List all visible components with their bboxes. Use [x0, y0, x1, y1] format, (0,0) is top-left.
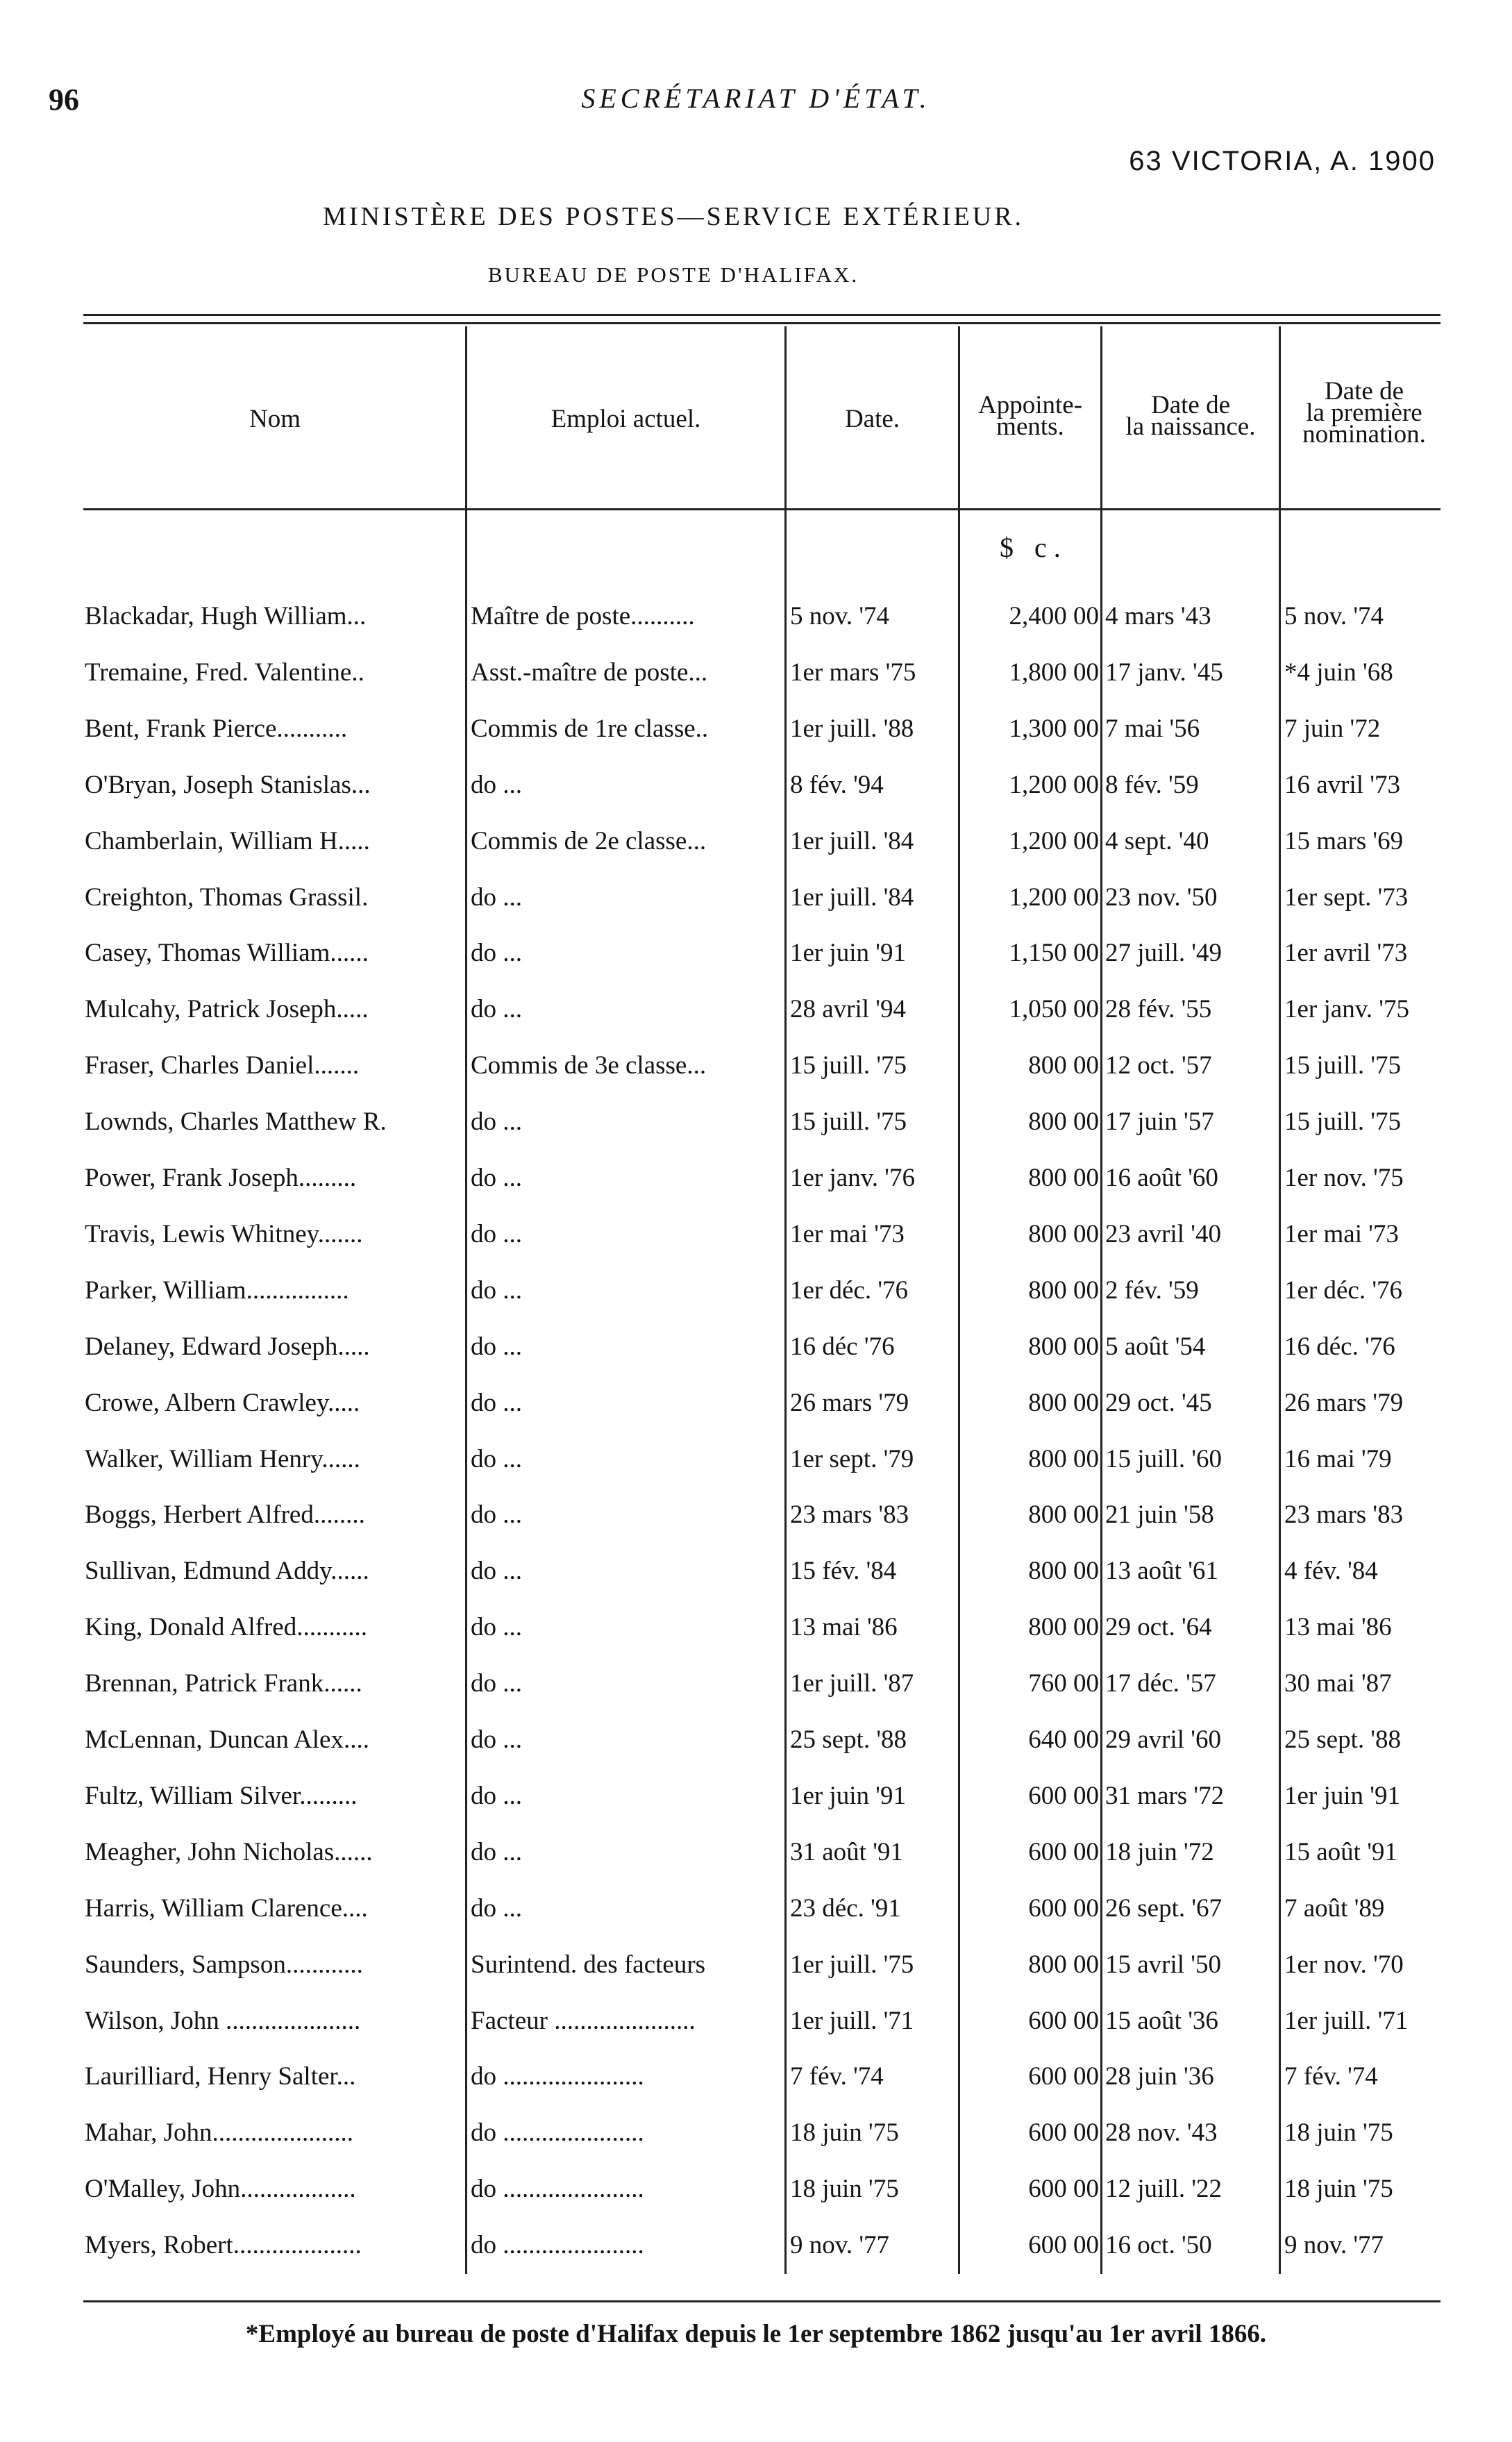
- cell-premiere: 1er nov. '70: [1284, 1950, 1404, 1979]
- cell-appointements: 600 00: [1028, 2062, 1099, 2091]
- currency-units: $ c.: [1000, 532, 1068, 563]
- cell-premiere: 16 déc. '76: [1284, 1332, 1395, 1361]
- cell-naissance: 28 juin '36: [1105, 2062, 1214, 2091]
- cell-naissance: 4 sept. '40: [1105, 826, 1209, 855]
- cell-date: 5 nov. '74: [790, 602, 890, 630]
- cell-emploi: Commis de 2e classe...: [471, 826, 707, 855]
- cell-naissance: 16 oct. '50: [1105, 2231, 1212, 2260]
- cell-premiere: 15 juill. '75: [1284, 1107, 1402, 1137]
- cell-nom: Tremaine, Fred. Valentine..: [85, 658, 364, 687]
- cell-premiere: *4 juin '68: [1284, 658, 1393, 687]
- cell-naissance: 17 janv. '45: [1105, 658, 1223, 687]
- cell-naissance: 12 juill. '22: [1105, 2175, 1223, 2204]
- cell-appointements: 1,300 00: [1009, 714, 1099, 743]
- cell-emploi: do ...: [471, 1219, 522, 1248]
- cell-appointements: 800 00: [1028, 1950, 1099, 1979]
- cell-naissance: 18 juin '72: [1105, 1837, 1214, 1866]
- cell-date: 1er juill. '75: [790, 1950, 914, 1979]
- cell-naissance: 15 juill. '60: [1105, 1444, 1223, 1473]
- session-label: 63 VICTORIA, A. 1900: [1129, 146, 1436, 176]
- cell-premiere: 9 nov. '77: [1284, 2231, 1384, 2260]
- cell-premiere: 1er juin '91: [1284, 1781, 1400, 1810]
- cell-premiere: 1er nov. '75: [1284, 1164, 1404, 1192]
- cell-emploi: do ...: [471, 1613, 522, 1642]
- column-divider: [465, 326, 467, 2274]
- ministry-title: MINISTÈRE DES POSTES—SERVICE EXTÉRIEUR.: [322, 202, 1025, 231]
- cell-date: 7 fév. '74: [790, 2062, 884, 2091]
- column-divider: [1279, 326, 1281, 2274]
- cell-nom: Saunders, Sampson............: [85, 1950, 363, 1979]
- cell-premiere: 15 mars '69: [1284, 826, 1404, 855]
- cell-premiere: 7 fév. '74: [1284, 2062, 1378, 2091]
- cell-nom: O'Bryan, Joseph Stanislas...: [85, 770, 371, 799]
- cell-emploi: do ...: [471, 1669, 522, 1698]
- cell-appointements: 1,200 00: [1009, 770, 1099, 799]
- cell-naissance: 27 juill. '49: [1105, 939, 1223, 968]
- cell-naissance: 23 nov. '50: [1105, 883, 1218, 912]
- cell-premiere: 1er avril '73: [1284, 939, 1408, 968]
- bureau-title: BUREAU DE POSTE D'HALIFAX.: [487, 262, 859, 287]
- cell-naissance: 16 août '60: [1105, 1164, 1218, 1192]
- cell-premiere: 1er juill. '71: [1284, 2006, 1409, 2035]
- cell-nom: Mulcahy, Patrick Joseph.....: [85, 995, 369, 1024]
- cell-nom: Boggs, Herbert Alfred........: [85, 1500, 365, 1530]
- cell-emploi: do ...: [471, 1388, 522, 1417]
- column-divider: [784, 326, 787, 2274]
- cell-nom: Brennan, Patrick Frank......: [85, 1669, 362, 1698]
- cell-date: 26 mars '79: [790, 1388, 909, 1417]
- cell-appointements: 1,150 00: [1009, 939, 1099, 968]
- cell-emploi: do ...: [471, 1725, 522, 1754]
- cell-appointements: 800 00: [1028, 1164, 1099, 1192]
- cell-appointements: 800 00: [1028, 1219, 1099, 1248]
- cell-nom: Walker, William Henry......: [85, 1444, 360, 1473]
- cell-date: 1er juill. '88: [790, 714, 914, 743]
- cell-emploi: do ...: [471, 1444, 522, 1473]
- cell-emploi: do ...: [471, 1500, 522, 1530]
- cell-emploi: Facteur ......................: [471, 2006, 696, 2035]
- cell-date: 1er déc. '76: [790, 1276, 909, 1305]
- column-header-nom: Nom: [249, 405, 301, 433]
- cell-naissance: 31 mars '72: [1105, 1781, 1225, 1810]
- cell-date: 8 fév. '94: [790, 770, 884, 799]
- cell-nom: Fultz, William Silver.........: [85, 1781, 358, 1810]
- cell-nom: Travis, Lewis Whitney.......: [85, 1219, 363, 1248]
- footnote: *Employé au bureau de poste d'Halifax depuis le 1er septembre 1862 jusqu'au 1er avril 1866.: [245, 2320, 1267, 2348]
- cell-premiere: 25 sept. '88: [1284, 1725, 1402, 1754]
- cell-nom: King, Donald Alfred...........: [85, 1613, 367, 1642]
- cell-premiere: 1er janv. '75: [1284, 995, 1409, 1024]
- table-top-rule-1: [83, 314, 1440, 316]
- cell-emploi: do ...: [471, 1557, 522, 1586]
- page-number: 96: [49, 83, 79, 117]
- cell-nom: Blackadar, Hugh William...: [85, 602, 367, 630]
- cell-appointements: 800 00: [1028, 1051, 1099, 1080]
- cell-nom: Laurilliard, Henry Salter...: [85, 2062, 356, 2091]
- cell-date: 28 avril '94: [790, 995, 906, 1024]
- cell-appointements: 640 00: [1028, 1725, 1099, 1754]
- cell-appointements: 800 00: [1028, 1613, 1099, 1642]
- cell-appointements: 800 00: [1028, 1557, 1099, 1586]
- cell-date: 1er janv. '76: [790, 1164, 915, 1192]
- column-header-naissance: Date de la naissance.: [1125, 391, 1256, 441]
- column-divider: [1100, 326, 1102, 2274]
- cell-emploi: do ...: [471, 770, 522, 799]
- cell-naissance: 29 oct. '45: [1105, 1388, 1212, 1417]
- cell-date: 25 sept. '88: [790, 1725, 907, 1754]
- cell-naissance: 26 sept. '67: [1105, 1893, 1223, 1923]
- cell-date: 9 nov. '77: [790, 2231, 890, 2260]
- cell-appointements: 1,200 00: [1009, 883, 1099, 912]
- cell-emploi: do ......................: [471, 2118, 644, 2148]
- cell-emploi: do ...: [471, 1893, 522, 1923]
- cell-date: 1er juill. '84: [790, 883, 914, 912]
- cell-nom: Fraser, Charles Daniel.......: [85, 1051, 360, 1080]
- cell-appointements: 800 00: [1028, 1500, 1099, 1530]
- cell-nom: Chamberlain, William H.....: [85, 826, 370, 855]
- cell-appointements: 600 00: [1028, 1893, 1099, 1923]
- cell-date: 15 juill. '75: [790, 1051, 907, 1080]
- cell-appointements: 800 00: [1028, 1107, 1099, 1137]
- cell-appointements: 600 00: [1028, 1781, 1099, 1810]
- cell-naissance: 7 mai '56: [1105, 714, 1200, 743]
- cell-premiere: 1er sept. '73: [1284, 883, 1409, 912]
- cell-premiere: 15 août '91: [1284, 1837, 1397, 1866]
- header-bottom-rule: [83, 508, 1440, 510]
- cell-naissance: 29 avril '60: [1105, 1725, 1221, 1754]
- cell-appointements: 760 00: [1028, 1669, 1099, 1698]
- cell-emploi: do ......................: [471, 2175, 644, 2204]
- cell-naissance: 15 avril '50: [1105, 1950, 1221, 1979]
- cell-emploi: Asst.-maître de poste...: [471, 658, 708, 687]
- cell-date: 31 août '91: [790, 1837, 903, 1866]
- cell-nom: Bent, Frank Pierce...........: [85, 714, 348, 743]
- cell-date: 1er juin '91: [790, 1781, 906, 1810]
- cell-appointements: 600 00: [1028, 2175, 1099, 2204]
- cell-date: 13 mai '86: [790, 1613, 898, 1642]
- cell-appointements: 800 00: [1028, 1332, 1099, 1361]
- cell-premiere: 26 mars '79: [1284, 1388, 1404, 1417]
- cell-naissance: 28 nov. '43: [1105, 2118, 1218, 2148]
- cell-date: 1er juill. '84: [790, 826, 914, 855]
- cell-emploi: Maître de poste..........: [471, 602, 695, 630]
- cell-naissance: 29 oct. '64: [1105, 1613, 1212, 1642]
- column-divider: [958, 326, 960, 2274]
- cell-nom: Power, Frank Joseph.........: [85, 1164, 357, 1192]
- cell-appointements: 600 00: [1028, 1837, 1099, 1866]
- cell-premiere: 15 juill. '75: [1284, 1051, 1402, 1080]
- cell-emploi: Commis de 3e classe...: [471, 1051, 707, 1080]
- cell-appointements: 2,400 00: [1009, 602, 1099, 630]
- running-title: SECRÉTARIAT D'ÉTAT.: [581, 83, 931, 114]
- cell-appointements: 1,800 00: [1009, 658, 1099, 687]
- cell-date: 1er mai '73: [790, 1219, 905, 1248]
- cell-premiere: 7 juin '72: [1284, 714, 1381, 743]
- cell-premiere: 13 mai '86: [1284, 1613, 1392, 1642]
- column-header-premiere: Date de la première nomination.: [1302, 377, 1426, 449]
- cell-appointements: 600 00: [1028, 2006, 1099, 2035]
- cell-date: 23 déc. '91: [790, 1893, 901, 1923]
- cell-premiere: 1er mai '73: [1284, 1219, 1399, 1248]
- cell-naissance: 28 fév. '55: [1105, 995, 1212, 1024]
- cell-date: 1er sept. '79: [790, 1444, 914, 1473]
- cell-date: 15 juill. '75: [790, 1107, 907, 1137]
- cell-nom: O'Malley, John..................: [85, 2175, 356, 2204]
- cell-date: 1er juill. '87: [790, 1669, 914, 1698]
- cell-premiere: 16 avril '73: [1284, 770, 1400, 799]
- cell-emploi: do ...: [471, 1107, 522, 1137]
- cell-appointements: 800 00: [1028, 1444, 1099, 1473]
- cell-emploi: do ...: [471, 1781, 522, 1810]
- cell-premiere: 4 fév. '84: [1284, 1557, 1378, 1586]
- cell-naissance: 4 mars '43: [1105, 602, 1211, 630]
- cell-naissance: 12 oct. '57: [1105, 1051, 1212, 1080]
- table-top-rule-2: [83, 322, 1440, 324]
- cell-date: 18 juin '75: [790, 2175, 899, 2204]
- column-header-appointements: Appointe- ments.: [977, 391, 1083, 441]
- cell-emploi: do ......................: [471, 2062, 644, 2091]
- cell-appointements: 800 00: [1028, 1276, 1099, 1305]
- cell-nom: McLennan, Duncan Alex....: [85, 1725, 369, 1754]
- cell-nom: Sullivan, Edmund Addy......: [85, 1557, 369, 1586]
- cell-naissance: 5 août '54: [1105, 1332, 1206, 1361]
- cell-emploi: do ...: [471, 1164, 522, 1192]
- cell-naissance: 17 juin '57: [1105, 1107, 1214, 1137]
- cell-premiere: 30 mai '87: [1284, 1669, 1392, 1698]
- cell-premiere: 18 juin '75: [1284, 2175, 1393, 2204]
- cell-emploi: do ...: [471, 883, 522, 912]
- cell-naissance: 21 juin '58: [1105, 1500, 1214, 1530]
- column-header-emploi: Emploi actuel.: [551, 405, 701, 433]
- cell-date: 15 fév. '84: [790, 1557, 897, 1586]
- cell-nom: Mahar, John......................: [85, 2118, 353, 2148]
- cell-emploi: do ...: [471, 995, 522, 1024]
- cell-premiere: 7 août '89: [1284, 1893, 1385, 1923]
- cell-nom: Casey, Thomas William......: [85, 939, 369, 968]
- cell-date: 1er juill. '71: [790, 2006, 914, 2035]
- cell-emploi: do ......................: [471, 2231, 644, 2260]
- cell-nom: Parker, William................: [85, 1276, 349, 1305]
- cell-date: 23 mars '83: [790, 1500, 909, 1530]
- cell-premiere: 1er déc. '76: [1284, 1276, 1403, 1305]
- cell-emploi: do ...: [471, 939, 522, 968]
- cell-appointements: 600 00: [1028, 2231, 1099, 2260]
- cell-premiere: 23 mars '83: [1284, 1500, 1404, 1530]
- cell-date: 1er mars '75: [790, 658, 916, 687]
- cell-nom: Crowe, Albern Crawley.....: [85, 1388, 360, 1417]
- cell-nom: Delaney, Edward Joseph.....: [85, 1332, 370, 1361]
- cell-emploi: Surintend. des facteurs: [471, 1950, 706, 1979]
- cell-nom: Harris, William Clarence....: [85, 1893, 368, 1923]
- cell-emploi: do ...: [471, 1332, 522, 1361]
- cell-date: 18 juin '75: [790, 2118, 899, 2148]
- cell-naissance: 15 août '36: [1105, 2006, 1218, 2035]
- cell-emploi: Commis de 1re classe..: [471, 714, 709, 743]
- cell-naissance: 2 fév. '59: [1105, 1276, 1199, 1305]
- cell-premiere: 16 mai '79: [1284, 1444, 1392, 1473]
- cell-naissance: 17 déc. '57: [1105, 1669, 1216, 1698]
- cell-appointements: 600 00: [1028, 2118, 1099, 2148]
- cell-nom: Wilson, John .....................: [85, 2006, 361, 2035]
- cell-naissance: 23 avril '40: [1105, 1219, 1221, 1248]
- cell-emploi: do ...: [471, 1276, 522, 1305]
- cell-naissance: 13 août '61: [1105, 1557, 1218, 1586]
- cell-appointements: 1,200 00: [1009, 826, 1099, 855]
- cell-premiere: 18 juin '75: [1284, 2118, 1393, 2148]
- cell-nom: Meagher, John Nicholas......: [85, 1837, 373, 1866]
- cell-nom: Lownds, Charles Matthew R.: [85, 1107, 387, 1137]
- cell-naissance: 8 fév. '59: [1105, 770, 1199, 799]
- cell-nom: Myers, Robert....................: [85, 2231, 362, 2260]
- cell-premiere: 5 nov. '74: [1284, 602, 1384, 630]
- cell-nom: Creighton, Thomas Grassil.: [85, 883, 369, 912]
- cell-date: 1er juin '91: [790, 939, 906, 968]
- cell-appointements: 800 00: [1028, 1388, 1099, 1417]
- cell-appointements: 1,050 00: [1009, 995, 1099, 1024]
- cell-date: 16 déc '76: [790, 1332, 895, 1361]
- column-header-date: Date.: [844, 405, 900, 433]
- table-bottom-rule: [83, 2300, 1440, 2302]
- cell-emploi: do ...: [471, 1837, 522, 1866]
